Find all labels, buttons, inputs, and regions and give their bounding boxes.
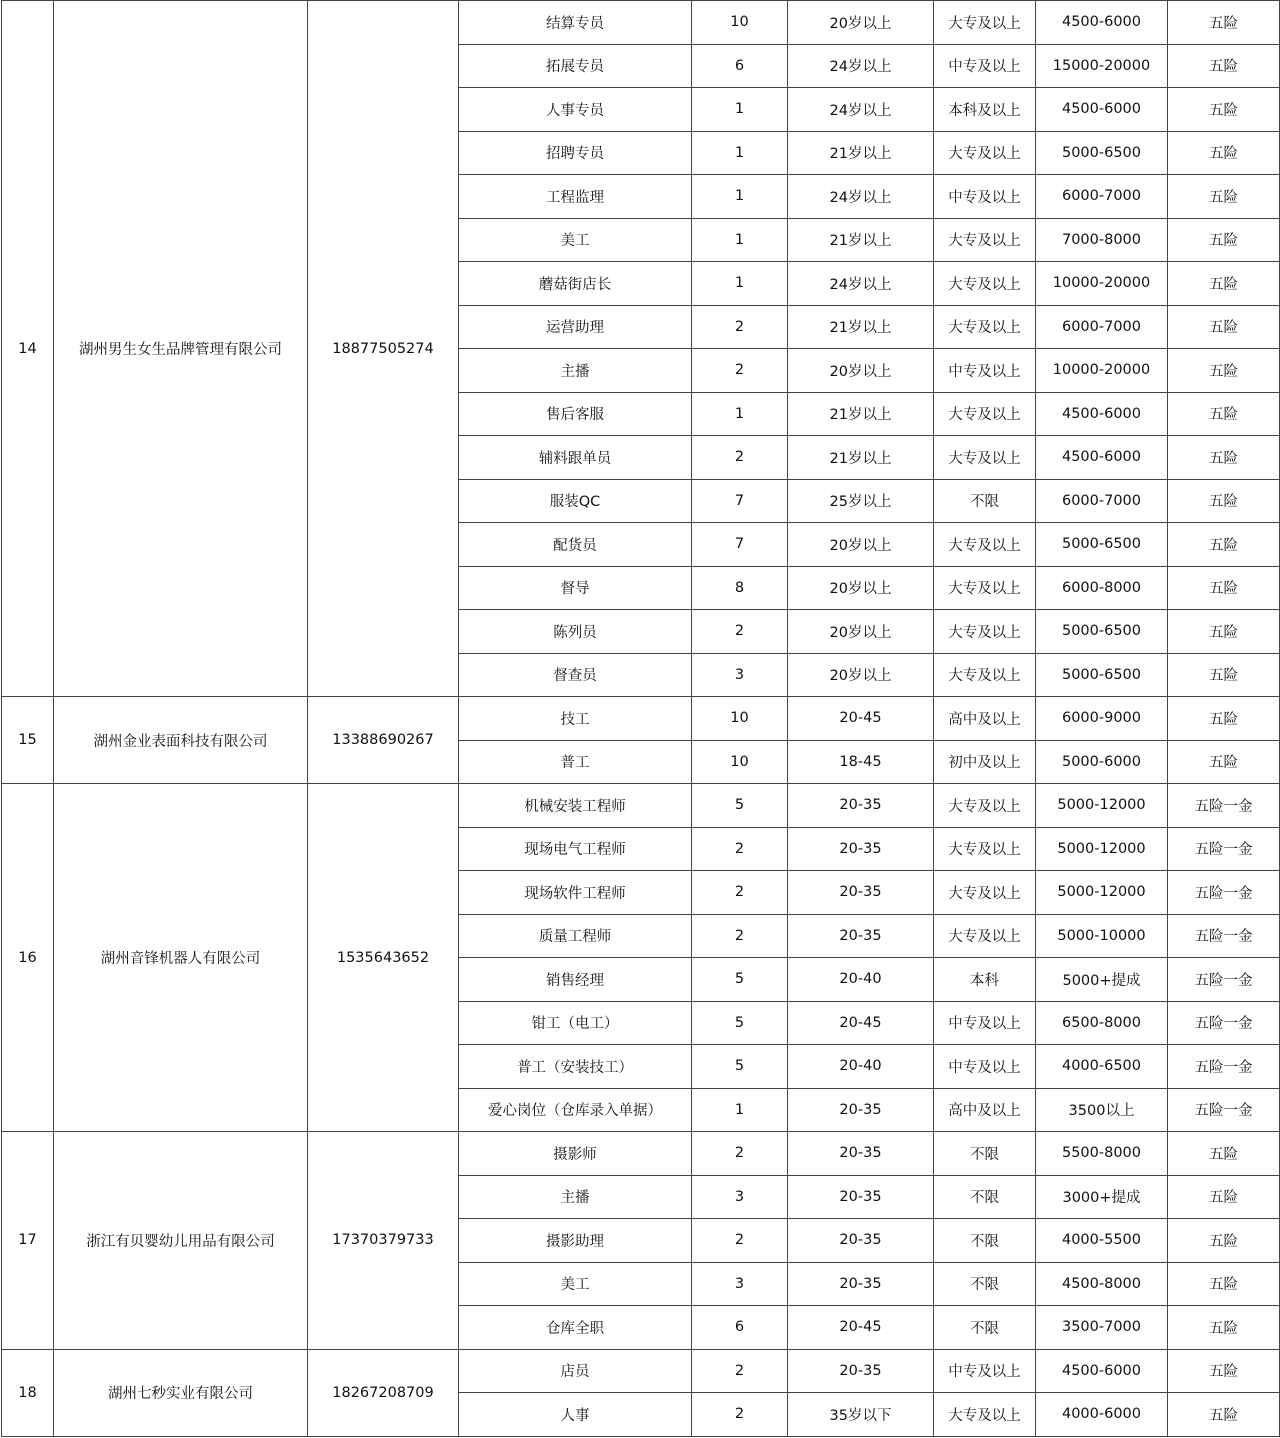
job-benefit: 五险 bbox=[1168, 218, 1280, 262]
job-salary: 4500-6000 bbox=[1036, 436, 1168, 480]
company-name: 湖州男生女生品牌管理有限公司 bbox=[54, 1, 308, 697]
job-count: 1 bbox=[692, 88, 788, 132]
job-title: 普工（安装技工） bbox=[459, 1045, 692, 1089]
table-row bbox=[2, 1132, 1280, 1176]
job-title: 质量工程师 bbox=[459, 914, 692, 958]
job-education: 大专及以上 bbox=[934, 566, 1036, 610]
job-age: 20-35 bbox=[788, 1175, 934, 1219]
company-phone: 13388690267 bbox=[308, 697, 459, 784]
job-title: 主播 bbox=[459, 1175, 692, 1219]
job-education: 大专及以上 bbox=[934, 436, 1036, 480]
job-title: 陈列员 bbox=[459, 610, 692, 654]
job-benefit: 五险 bbox=[1168, 175, 1280, 219]
job-benefit: 五险 bbox=[1168, 479, 1280, 523]
job-education: 大专及以上 bbox=[934, 262, 1036, 306]
job-age: 35岁以下 bbox=[788, 1393, 934, 1437]
job-benefit: 五险 bbox=[1168, 131, 1280, 175]
job-benefit: 五险 bbox=[1168, 88, 1280, 132]
job-benefit: 五险一金 bbox=[1168, 1001, 1280, 1045]
job-education: 大专及以上 bbox=[934, 523, 1036, 567]
job-benefit: 五险 bbox=[1168, 1306, 1280, 1350]
table-row bbox=[2, 784, 1280, 828]
job-education: 高中及以上 bbox=[934, 1088, 1036, 1132]
job-title: 摄影助理 bbox=[459, 1219, 692, 1263]
job-education: 高中及以上 bbox=[934, 697, 1036, 741]
job-count: 2 bbox=[692, 610, 788, 654]
job-title: 工程监理 bbox=[459, 175, 692, 219]
job-age: 20-35 bbox=[788, 1262, 934, 1306]
job-title: 服装QC bbox=[459, 479, 692, 523]
job-title: 普工 bbox=[459, 740, 692, 784]
job-age: 20-35 bbox=[788, 784, 934, 828]
job-benefit: 五险 bbox=[1168, 697, 1280, 741]
job-title: 技工 bbox=[459, 697, 692, 741]
job-title: 督查员 bbox=[459, 653, 692, 697]
job-salary: 5000+提成 bbox=[1036, 958, 1168, 1002]
job-title: 机械安装工程师 bbox=[459, 784, 692, 828]
job-age: 24岁以上 bbox=[788, 88, 934, 132]
job-salary: 4500-6000 bbox=[1036, 1, 1168, 45]
company-number: 18 bbox=[2, 1349, 54, 1436]
job-age: 20-35 bbox=[788, 871, 934, 915]
company-name: 湖州金业表面科技有限公司 bbox=[54, 697, 308, 784]
job-title: 店员 bbox=[459, 1349, 692, 1393]
job-age: 20-35 bbox=[788, 1132, 934, 1176]
job-title: 现场电气工程师 bbox=[459, 827, 692, 871]
job-benefit: 五险一金 bbox=[1168, 958, 1280, 1002]
job-title: 辅料跟单员 bbox=[459, 436, 692, 480]
company-name: 湖州音锋机器人有限公司 bbox=[54, 784, 308, 1132]
job-count: 5 bbox=[692, 1001, 788, 1045]
job-education: 中专及以上 bbox=[934, 1045, 1036, 1089]
job-age: 24岁以上 bbox=[788, 175, 934, 219]
job-age: 20-45 bbox=[788, 1001, 934, 1045]
job-count: 2 bbox=[692, 871, 788, 915]
job-age: 20-40 bbox=[788, 1045, 934, 1089]
job-title: 现场软件工程师 bbox=[459, 871, 692, 915]
job-count: 1 bbox=[692, 1088, 788, 1132]
job-salary: 4500-8000 bbox=[1036, 1262, 1168, 1306]
job-benefit: 五险 bbox=[1168, 44, 1280, 88]
job-salary: 4500-6000 bbox=[1036, 392, 1168, 436]
job-education: 中专及以上 bbox=[934, 1349, 1036, 1393]
job-age: 20-45 bbox=[788, 697, 934, 741]
job-benefit: 五险 bbox=[1168, 392, 1280, 436]
job-title: 美工 bbox=[459, 218, 692, 262]
job-title: 爱心岗位（仓库录入单据） bbox=[459, 1088, 692, 1132]
job-benefit: 五险 bbox=[1168, 1132, 1280, 1176]
job-benefit: 五险一金 bbox=[1168, 1045, 1280, 1089]
job-salary: 4000-6000 bbox=[1036, 1393, 1168, 1437]
job-salary: 6000-7000 bbox=[1036, 175, 1168, 219]
job-benefit: 五险 bbox=[1168, 1262, 1280, 1306]
job-count: 10 bbox=[692, 1, 788, 45]
job-salary: 5000-12000 bbox=[1036, 827, 1168, 871]
job-count: 2 bbox=[692, 1393, 788, 1437]
job-age: 20-40 bbox=[788, 958, 934, 1002]
job-count: 2 bbox=[692, 1132, 788, 1176]
job-age: 20岁以上 bbox=[788, 610, 934, 654]
job-age: 24岁以上 bbox=[788, 262, 934, 306]
job-benefit: 五险 bbox=[1168, 349, 1280, 393]
job-salary: 3500以上 bbox=[1036, 1088, 1168, 1132]
job-education: 大专及以上 bbox=[934, 871, 1036, 915]
job-benefit: 五险 bbox=[1168, 566, 1280, 610]
job-education: 不限 bbox=[934, 1132, 1036, 1176]
job-education: 大专及以上 bbox=[934, 653, 1036, 697]
job-salary: 5000-12000 bbox=[1036, 871, 1168, 915]
company-number: 14 bbox=[2, 1, 54, 697]
job-age: 21岁以上 bbox=[788, 131, 934, 175]
job-count: 1 bbox=[692, 175, 788, 219]
job-salary: 3500-7000 bbox=[1036, 1306, 1168, 1350]
job-education: 不限 bbox=[934, 1262, 1036, 1306]
job-count: 1 bbox=[692, 262, 788, 306]
job-benefit: 五险一金 bbox=[1168, 784, 1280, 828]
job-title: 拓展专员 bbox=[459, 44, 692, 88]
job-age: 20岁以上 bbox=[788, 566, 934, 610]
job-education: 本科及以上 bbox=[934, 88, 1036, 132]
job-education: 本科 bbox=[934, 958, 1036, 1002]
company-phone: 18877505274 bbox=[308, 1, 459, 697]
company-phone: 17370379733 bbox=[308, 1132, 459, 1350]
job-age: 25岁以上 bbox=[788, 479, 934, 523]
job-count: 2 bbox=[692, 305, 788, 349]
job-count: 10 bbox=[692, 740, 788, 784]
job-salary: 4500-6000 bbox=[1036, 1349, 1168, 1393]
job-age: 20-35 bbox=[788, 827, 934, 871]
job-salary: 10000-20000 bbox=[1036, 262, 1168, 306]
job-title: 配货员 bbox=[459, 523, 692, 567]
job-salary: 5000-6500 bbox=[1036, 610, 1168, 654]
job-education: 大专及以上 bbox=[934, 784, 1036, 828]
job-salary: 6000-9000 bbox=[1036, 697, 1168, 741]
job-education: 大专及以上 bbox=[934, 1393, 1036, 1437]
company-phone: 18267208709 bbox=[308, 1349, 459, 1436]
job-age: 21岁以上 bbox=[788, 218, 934, 262]
job-age: 20-35 bbox=[788, 914, 934, 958]
job-education: 中专及以上 bbox=[934, 349, 1036, 393]
job-salary: 5000-6500 bbox=[1036, 131, 1168, 175]
job-education: 大专及以上 bbox=[934, 827, 1036, 871]
job-count: 5 bbox=[692, 1045, 788, 1089]
job-title: 摄影师 bbox=[459, 1132, 692, 1176]
job-salary: 7000-8000 bbox=[1036, 218, 1168, 262]
job-benefit: 五险 bbox=[1168, 262, 1280, 306]
job-education: 中专及以上 bbox=[934, 44, 1036, 88]
job-benefit: 五险 bbox=[1168, 740, 1280, 784]
job-age: 20-35 bbox=[788, 1219, 934, 1263]
job-count: 3 bbox=[692, 1262, 788, 1306]
job-education: 大专及以上 bbox=[934, 218, 1036, 262]
table-body bbox=[2, 1, 1280, 1437]
job-count: 8 bbox=[692, 566, 788, 610]
job-count: 5 bbox=[692, 958, 788, 1002]
job-salary: 5000-6500 bbox=[1036, 653, 1168, 697]
job-title: 钳工（电工） bbox=[459, 1001, 692, 1045]
job-count: 2 bbox=[692, 349, 788, 393]
job-count: 2 bbox=[692, 1349, 788, 1393]
job-benefit: 五险 bbox=[1168, 1219, 1280, 1263]
job-age: 18-45 bbox=[788, 740, 934, 784]
job-age: 20岁以上 bbox=[788, 523, 934, 567]
job-salary: 4000-6500 bbox=[1036, 1045, 1168, 1089]
job-title: 售后客服 bbox=[459, 392, 692, 436]
job-salary: 15000-20000 bbox=[1036, 44, 1168, 88]
job-salary: 5000-10000 bbox=[1036, 914, 1168, 958]
job-benefit: 五险 bbox=[1168, 1175, 1280, 1219]
job-age: 24岁以上 bbox=[788, 44, 934, 88]
job-salary: 6000-7000 bbox=[1036, 305, 1168, 349]
job-benefit: 五险 bbox=[1168, 523, 1280, 567]
job-title: 人事专员 bbox=[459, 88, 692, 132]
job-education: 不限 bbox=[934, 1175, 1036, 1219]
job-education: 大专及以上 bbox=[934, 131, 1036, 175]
job-salary: 4000-5500 bbox=[1036, 1219, 1168, 1263]
job-age: 21岁以上 bbox=[788, 305, 934, 349]
job-count: 2 bbox=[692, 436, 788, 480]
job-benefit: 五险一金 bbox=[1168, 871, 1280, 915]
job-title: 人事 bbox=[459, 1393, 692, 1437]
job-salary: 4500-6000 bbox=[1036, 88, 1168, 132]
job-salary: 5000-6500 bbox=[1036, 523, 1168, 567]
table-row bbox=[2, 1349, 1280, 1393]
job-education: 大专及以上 bbox=[934, 610, 1036, 654]
job-age: 20-45 bbox=[788, 1306, 934, 1350]
job-count: 2 bbox=[692, 914, 788, 958]
job-title: 销售经理 bbox=[459, 958, 692, 1002]
job-title: 主播 bbox=[459, 349, 692, 393]
job-listing-table bbox=[1, 0, 1280, 1437]
job-benefit: 五险一金 bbox=[1168, 827, 1280, 871]
job-salary: 10000-20000 bbox=[1036, 349, 1168, 393]
job-age: 20-35 bbox=[788, 1349, 934, 1393]
job-age: 21岁以上 bbox=[788, 392, 934, 436]
job-age: 20-35 bbox=[788, 1088, 934, 1132]
job-count: 7 bbox=[692, 479, 788, 523]
job-education: 大专及以上 bbox=[934, 305, 1036, 349]
job-education: 不限 bbox=[934, 1219, 1036, 1263]
company-number: 15 bbox=[2, 697, 54, 784]
job-salary: 3000+提成 bbox=[1036, 1175, 1168, 1219]
job-benefit: 五险 bbox=[1168, 305, 1280, 349]
job-title: 结算专员 bbox=[459, 1, 692, 45]
job-count: 6 bbox=[692, 1306, 788, 1350]
job-education: 初中及以上 bbox=[934, 740, 1036, 784]
job-education: 不限 bbox=[934, 1306, 1036, 1350]
company-name: 湖州七秒实业有限公司 bbox=[54, 1349, 308, 1436]
company-name: 浙江有贝婴幼儿用品有限公司 bbox=[54, 1132, 308, 1350]
company-number: 16 bbox=[2, 784, 54, 1132]
job-age: 21岁以上 bbox=[788, 436, 934, 480]
job-salary: 6000-7000 bbox=[1036, 479, 1168, 523]
job-education: 大专及以上 bbox=[934, 914, 1036, 958]
job-salary: 5000-12000 bbox=[1036, 784, 1168, 828]
job-benefit: 五险一金 bbox=[1168, 1088, 1280, 1132]
job-age: 20岁以上 bbox=[788, 349, 934, 393]
job-education: 大专及以上 bbox=[934, 392, 1036, 436]
job-count: 3 bbox=[692, 1175, 788, 1219]
job-title: 运营助理 bbox=[459, 305, 692, 349]
company-phone: 1535643652 bbox=[308, 784, 459, 1132]
job-benefit: 五险 bbox=[1168, 1393, 1280, 1437]
table-row bbox=[2, 697, 1280, 741]
company-number: 17 bbox=[2, 1132, 54, 1350]
job-education: 中专及以上 bbox=[934, 175, 1036, 219]
job-title: 督导 bbox=[459, 566, 692, 610]
job-count: 2 bbox=[692, 1219, 788, 1263]
job-count: 3 bbox=[692, 653, 788, 697]
job-benefit: 五险一金 bbox=[1168, 914, 1280, 958]
job-count: 2 bbox=[692, 827, 788, 871]
job-count: 7 bbox=[692, 523, 788, 567]
job-salary: 6500-8000 bbox=[1036, 1001, 1168, 1045]
job-count: 1 bbox=[692, 218, 788, 262]
job-count: 5 bbox=[692, 784, 788, 828]
job-education: 大专及以上 bbox=[934, 1, 1036, 45]
table-row bbox=[2, 1, 1280, 45]
job-salary: 5500-8000 bbox=[1036, 1132, 1168, 1176]
job-benefit: 五险 bbox=[1168, 1, 1280, 45]
job-benefit: 五险 bbox=[1168, 436, 1280, 480]
job-title: 招聘专员 bbox=[459, 131, 692, 175]
job-count: 1 bbox=[692, 131, 788, 175]
job-benefit: 五险 bbox=[1168, 610, 1280, 654]
job-education: 中专及以上 bbox=[934, 1001, 1036, 1045]
job-salary: 5000-6000 bbox=[1036, 740, 1168, 784]
job-age: 20岁以上 bbox=[788, 653, 934, 697]
job-count: 1 bbox=[692, 392, 788, 436]
job-salary: 6000-8000 bbox=[1036, 566, 1168, 610]
job-benefit: 五险 bbox=[1168, 653, 1280, 697]
job-count: 10 bbox=[692, 697, 788, 741]
job-benefit: 五险 bbox=[1168, 1349, 1280, 1393]
job-count: 6 bbox=[692, 44, 788, 88]
job-age: 20岁以上 bbox=[788, 1, 934, 45]
job-education: 不限 bbox=[934, 479, 1036, 523]
job-title: 美工 bbox=[459, 1262, 692, 1306]
job-title: 蘑菇街店长 bbox=[459, 262, 692, 306]
job-title: 仓库全职 bbox=[459, 1306, 692, 1350]
